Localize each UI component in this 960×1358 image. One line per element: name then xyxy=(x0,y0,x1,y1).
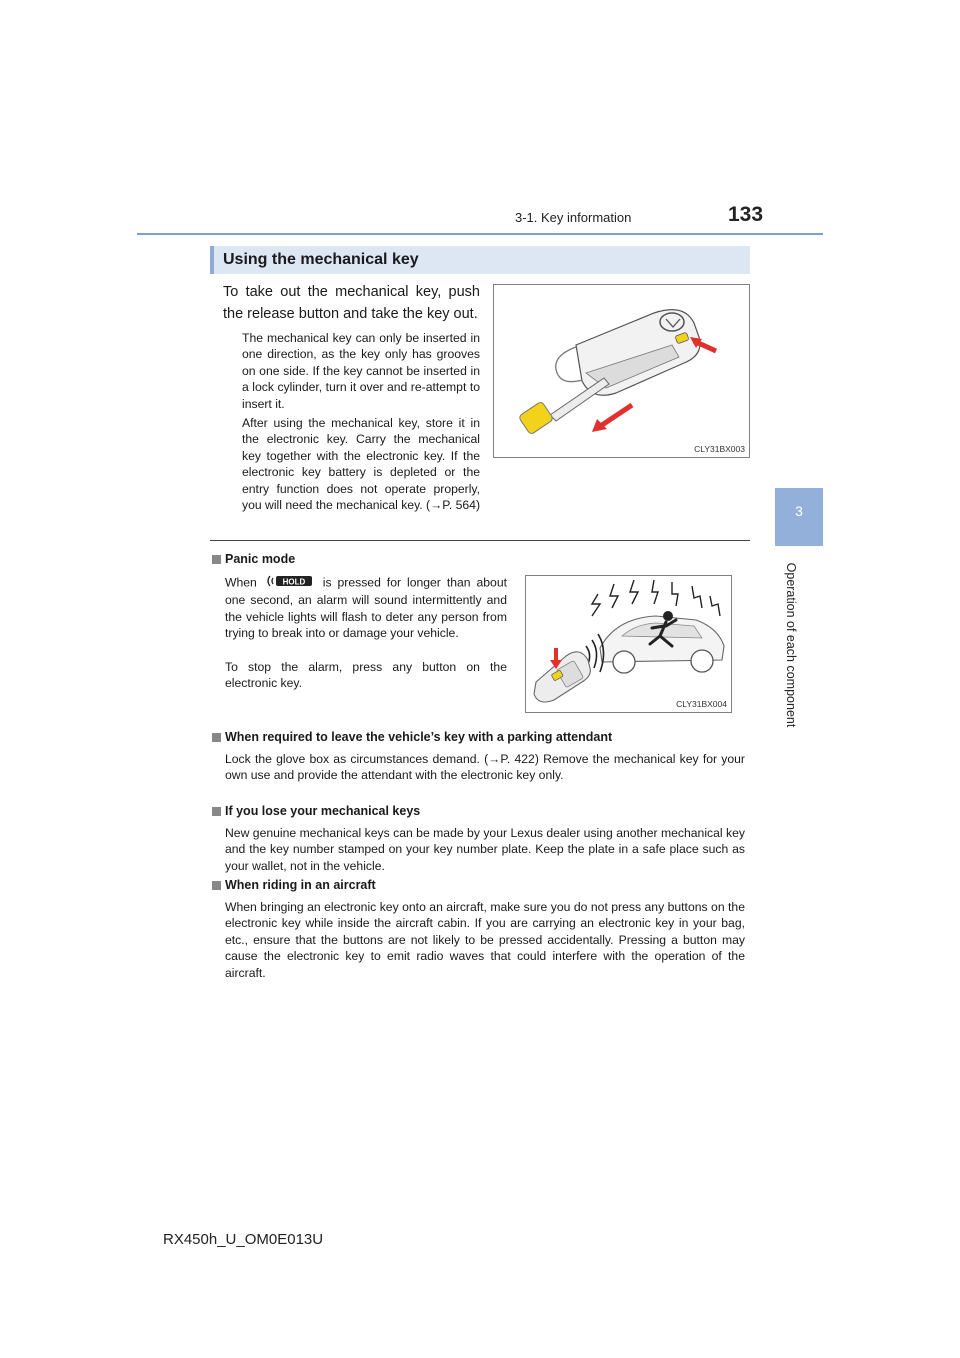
panic-alarm-illustration xyxy=(526,576,731,712)
svg-text:HOLD: HOLD xyxy=(282,577,306,587)
chapter-title xyxy=(777,560,798,740)
bullet-square-icon xyxy=(212,555,221,564)
section-divider xyxy=(210,540,750,541)
panic-stop-paragraph: To stop the alarm, press any button on the electronic key. xyxy=(225,660,507,691)
key-fob-illustration xyxy=(494,285,749,457)
footer-model-code: RX450h_U_OM0E013U xyxy=(163,1231,324,1248)
bullet-square-icon xyxy=(212,881,221,890)
chapter-number: 3 xyxy=(795,503,803,519)
attendant-paragraph: Lock the glove box as circumstances demand. (→P. 422) Remove the mechanical key for your own use and provide the attendant with the electronic key only. xyxy=(225,752,745,783)
chapter-title-text: Operation of each component xyxy=(784,562,798,728)
attendant-heading xyxy=(212,730,612,744)
lose-keys-heading-text: If you lose your mechanical keys xyxy=(225,804,421,818)
panic-text-before-icon: When xyxy=(225,575,257,590)
intro-paragraph: To take out the mechanical key, push the release button and take the key out. xyxy=(223,284,480,322)
bullet-square-icon xyxy=(212,807,221,816)
note-store-key: After using the mechanical key, store it in the electronic key. Carry the mechanical key together with the electronic key. If the electronic key battery is depleted or the entry function does not operate properly, you will need the mechanical key. (→P. 564) xyxy=(242,416,481,513)
aircraft-paragraph: When bringing an electronic key onto an aircraft, make sure you do not press any buttons on the electronic key while inside the aircraft cabin. If you are carrying an electronic key in your bag, etc., ensure that the buttons are not likely to be pressed accidentally. Pressing a button may cause the electronic key to emit radio waves that could interfere with the operation of the aircraft. xyxy=(225,900,745,980)
page-number: 133 xyxy=(728,203,764,226)
panic-mode-paragraph xyxy=(225,574,507,642)
bullet-square-icon xyxy=(212,733,221,742)
header-rule xyxy=(137,233,823,235)
figure-code: CLY31BX004 xyxy=(676,699,727,709)
panic-mode-figure xyxy=(525,575,732,713)
aircraft-heading-text: When riding in an aircraft xyxy=(225,878,376,892)
panic-button-icon xyxy=(266,574,314,592)
panic-mode-heading-text: Panic mode xyxy=(225,552,296,566)
mechanical-key-figure xyxy=(493,284,750,458)
figure-code: CLY31BX003 xyxy=(694,444,745,454)
section-title: Using the mechanical key xyxy=(223,251,419,268)
lose-keys-paragraph: New genuine mechanical keys can be made by your Lexus dealer using another mechanical key and the key number stamped on your key number plate. Keep the plate in a safe place such as your wallet, not in the vehicle. xyxy=(225,826,745,873)
lose-keys-heading xyxy=(212,804,420,818)
note-one-direction: The mechanical key can only be inserted in one direction, as the key only has grooves on one side. If the key cannot be inserted in a lock cylinder, turn it over and re-attempt to insert it. xyxy=(242,331,480,411)
aircraft-heading xyxy=(212,878,376,892)
header-section-label: 3-1. Key information xyxy=(515,210,632,225)
panic-text-after-icon: is pressed for longer than about one second, an alarm will sound intermittently and the vehicle lights will flash to deter any person from trying to break into or damage your vehicle. xyxy=(225,575,507,641)
panic-mode-heading xyxy=(212,552,295,566)
attendant-heading-text: When required to leave the vehicle’s key with a parking attendant xyxy=(225,730,613,744)
